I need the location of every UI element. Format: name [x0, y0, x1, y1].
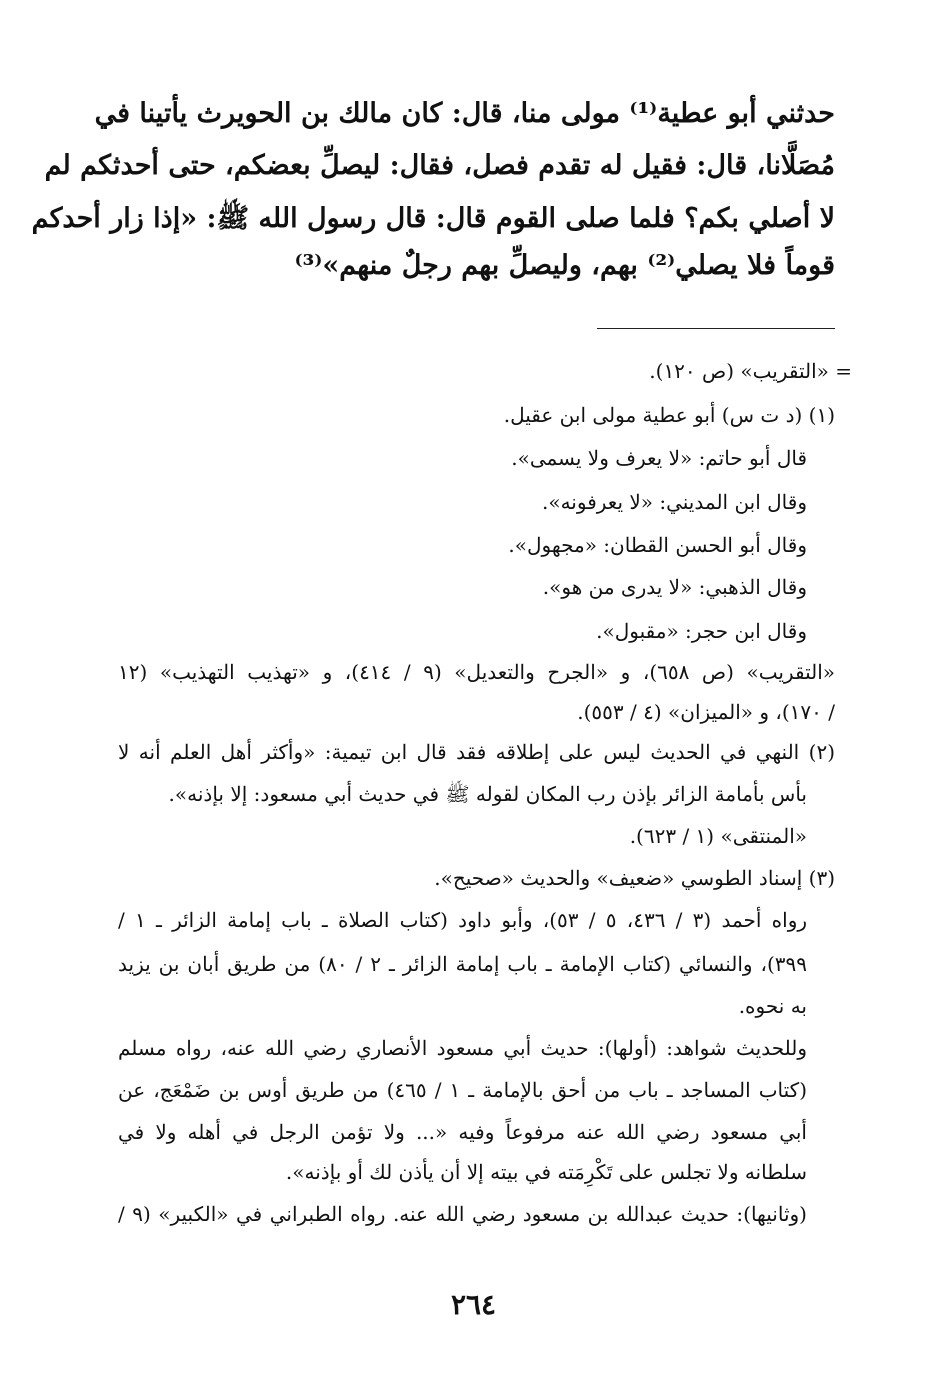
footnote-line: وقال أبو الحسن القطان: «مجهول». — [508, 533, 807, 557]
footnote-line: (كتاب المساجد ـ باب من أحق بالإمامة ـ ١ / ٤٦٥) من طريق أوس بن ضَمْعَج، عن — [118, 1078, 807, 1102]
main-text-line-2: مُصَلَّانا، قال: فقيل له تقدم فصل، فقال: ليصلِّ بعضكم، حتى أحدثكم لم — [44, 150, 835, 181]
footnote-line: (٣) إسناد الطوسي «ضعيف» والحديث «صحيح». — [434, 866, 835, 890]
footnote-line: قال أبو حاتم: «لا يعرف ولا يسمى». — [511, 446, 807, 470]
footnote-line: (وثانيها): حديث عبدالله بن مسعود رضي الله عنه. رواه الطبراني في «الكبير» (٩ / — [118, 1202, 807, 1226]
footnote-line: رواه أحمد (٣ / ٤٣٦، ٥ / ٥٣)، وأبو داود (كتاب الصلاة ـ باب إمامة الزائر ـ ١ / — [118, 908, 808, 932]
footnote-line: «المنتقى» (١ / ٦٢٣). — [629, 824, 807, 848]
footnote-line: وقال ابن حجر: «مقبول». — [596, 619, 807, 643]
footnote-line: وقال ابن المديني: «لا يعرفونه». — [541, 490, 807, 514]
main-text-line-4: قوماً فلا يصلي⁽²⁾ بهم، وليصلِّ بهم رجلٌ منهم»⁽³⁾ — [294, 250, 835, 281]
footnote-line: = «التقريب» (ص ١٢٠). — [649, 359, 852, 383]
main-text-line-1: حدثني أبو عطية⁽¹⁾ مولى منا، قال: كان مالك بن الحويرث يأتينا في — [94, 98, 835, 129]
footnote-line: وقال الذهبي: «لا يدرى من هو». — [542, 575, 807, 599]
footnote-line: / ١٧٠)، و «الميزان» (٤ / ٥٥٣). — [577, 700, 835, 724]
footnote-line: وللحديث شواهد: (أولها): حديث أبي مسعود الأنصاري رضي الله عنه، رواه مسلم — [118, 1036, 807, 1060]
footnote-line: أبي مسعود رضي الله عنه مرفوعاً وفيه «... ولا تؤمن الرجل في أهله ولا في — [118, 1120, 807, 1144]
footnote-line: «التقريب» (ص ٦٥٨)، و «الجرح والتعديل» (٩ / ٤١٤)، و «تهذيب التهذيب» (١٢ — [118, 660, 835, 684]
main-text-line-3: لا أصلي بكم؟ فلما صلى القوم قال: قال رسول الله ﷺ: «إذا زار أحدكم — [31, 203, 835, 234]
footnote-line: (١) (د ت س) أبو عطية مولى ابن عقيل. — [503, 403, 835, 427]
footnote-line: بأس بأمامة الزائر بإذن رب المكان لقوله ﷺ في حديث أبي مسعود: إلا بإذنه». — [168, 782, 807, 806]
footnote-line: (٢) النهي في الحديث ليس على إطلاقه فقد قال ابن تيمية: «وأكثر أهل العلم أنه لا — [118, 740, 835, 764]
footnote-separator — [597, 328, 835, 329]
footnote-line: سلطانه ولا تجلس على تَكْرِمَته في بيته إلا أن يأذن لك أو بإذنه». — [285, 1160, 807, 1184]
page-number: ٢٦٤ — [450, 1288, 497, 1321]
footnote-line: ٣٩٩)، والنسائي (كتاب الإمامة ـ باب إمامة الزائر ـ ٢ / ٨٠) من طريق أبان بن يزيد — [118, 952, 808, 976]
footnote-line: به نحوه. — [738, 994, 807, 1018]
